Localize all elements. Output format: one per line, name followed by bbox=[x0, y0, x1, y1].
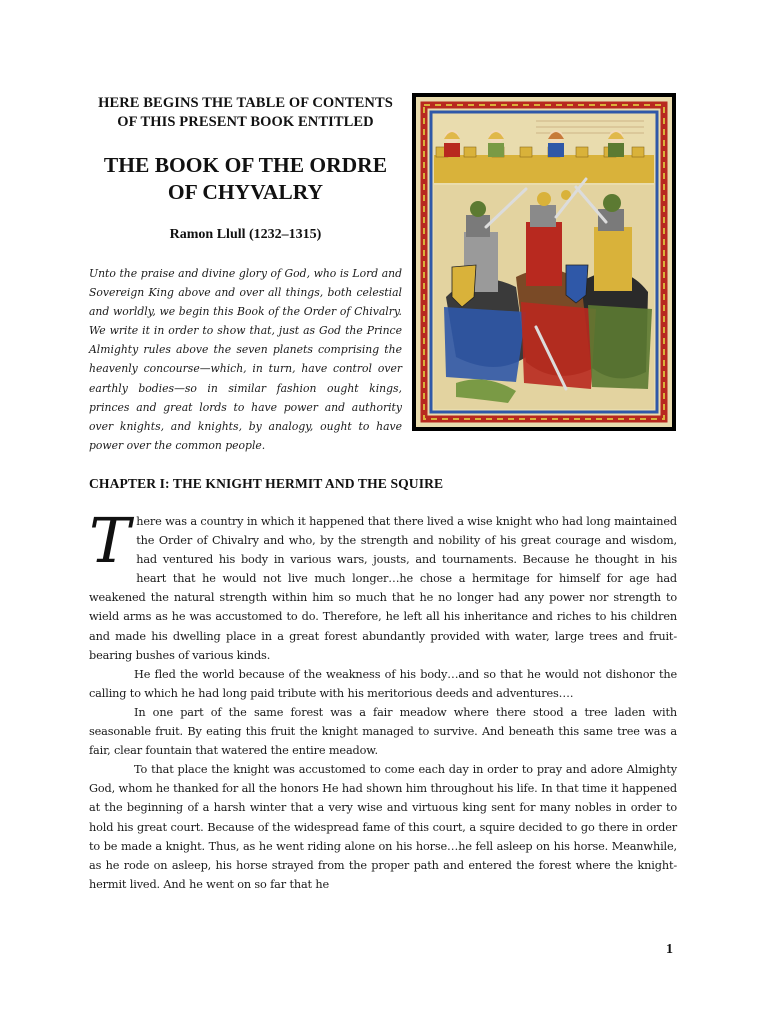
chapter-body bbox=[89, 504, 677, 894]
paragraph-text: here was a country in which it happened that there lived a wise knight who had long maintained the Order of Chivalry and who, by the strength and nobility of his great courage and wisdom, had ventured his body in various wars, jousts, and tournaments. Because he thought in his heart that he would not live much longer…he chose a hermitage for himself for age had weakened the natural strength within him so much that he no longer had any power nor strength to wield arms as he was accustomed to do. Therefore, he left all his inheritance and riches to his children and made his dwelling place in a great forest abundantly provided with water, large trees and fruit-bearing bushes of various kinds. bbox=[89, 515, 677, 662]
paragraph: In one part of the same forest was a fair meadow where there stood a tree laden with seasonable fruit. By eating this fruit the knight managed to survive. And beneath this same tree was a fair, clear fountain that watered the entire meadow. bbox=[89, 705, 677, 758]
page-number: 1 bbox=[666, 942, 673, 957]
paragraph-first bbox=[89, 504, 677, 665]
manuscript-illustration bbox=[412, 93, 676, 431]
chapter-heading: CHAPTER I: THE KNIGHT HERMIT AND THE SQUIRE bbox=[89, 476, 444, 491]
drop-cap-letter: T bbox=[89, 504, 131, 577]
paragraph: To that place the knight was accustomed to come each day in order to pray and adore Almighty God, whom he thanked for all the honors He had shown him throughout his life. In that time it happened at the beginning of a harsh winter that a very wise and virtuous king sent for many nobles in order to hold his great court. Because of the widespread fame of this court, a squire decided to go there in order to be made a knight. Thus, as he went riding alone on his horse…he fell asleep on his horse. Meanwhile, as he rode on asleep, his horse strayed from the proper path and entered the forest where the knight-hermit lived. And he went on so far that he bbox=[89, 763, 677, 891]
toc-heading: HERE BEGINS THE TABLE OF CONTENTS OF THIS PRESENT BOOK ENTITLED bbox=[98, 95, 393, 130]
paragraph: He fled the world because of the weakness of his body…and so that he would not dishonor the calling to which he had long paid tribute with his meritorious deeds and adventures…. bbox=[89, 667, 677, 700]
tournament-miniature-image bbox=[416, 97, 672, 427]
prologue-text: Unto the praise and divine glory of God, who is Lord and Sovereign King above and over all things, both celestial and worldly, we begin this Book of the Order of Chivalry. We write it in order to show that, just as God the Prince Almighty rules above the seven planets comprising the heavenly concourse—which, in turn, have control over earthly bodies—so in similar fashion ought kings, princes and great lords to have power and authority over knights, and knights, by analogy, ought to have power over the common people. bbox=[89, 267, 402, 452]
author-line: Ramon Llull (1232–1315) bbox=[169, 227, 322, 242]
book-title: THE BOOK OF THE ORDRE OF CHYVALRY bbox=[103, 153, 388, 204]
